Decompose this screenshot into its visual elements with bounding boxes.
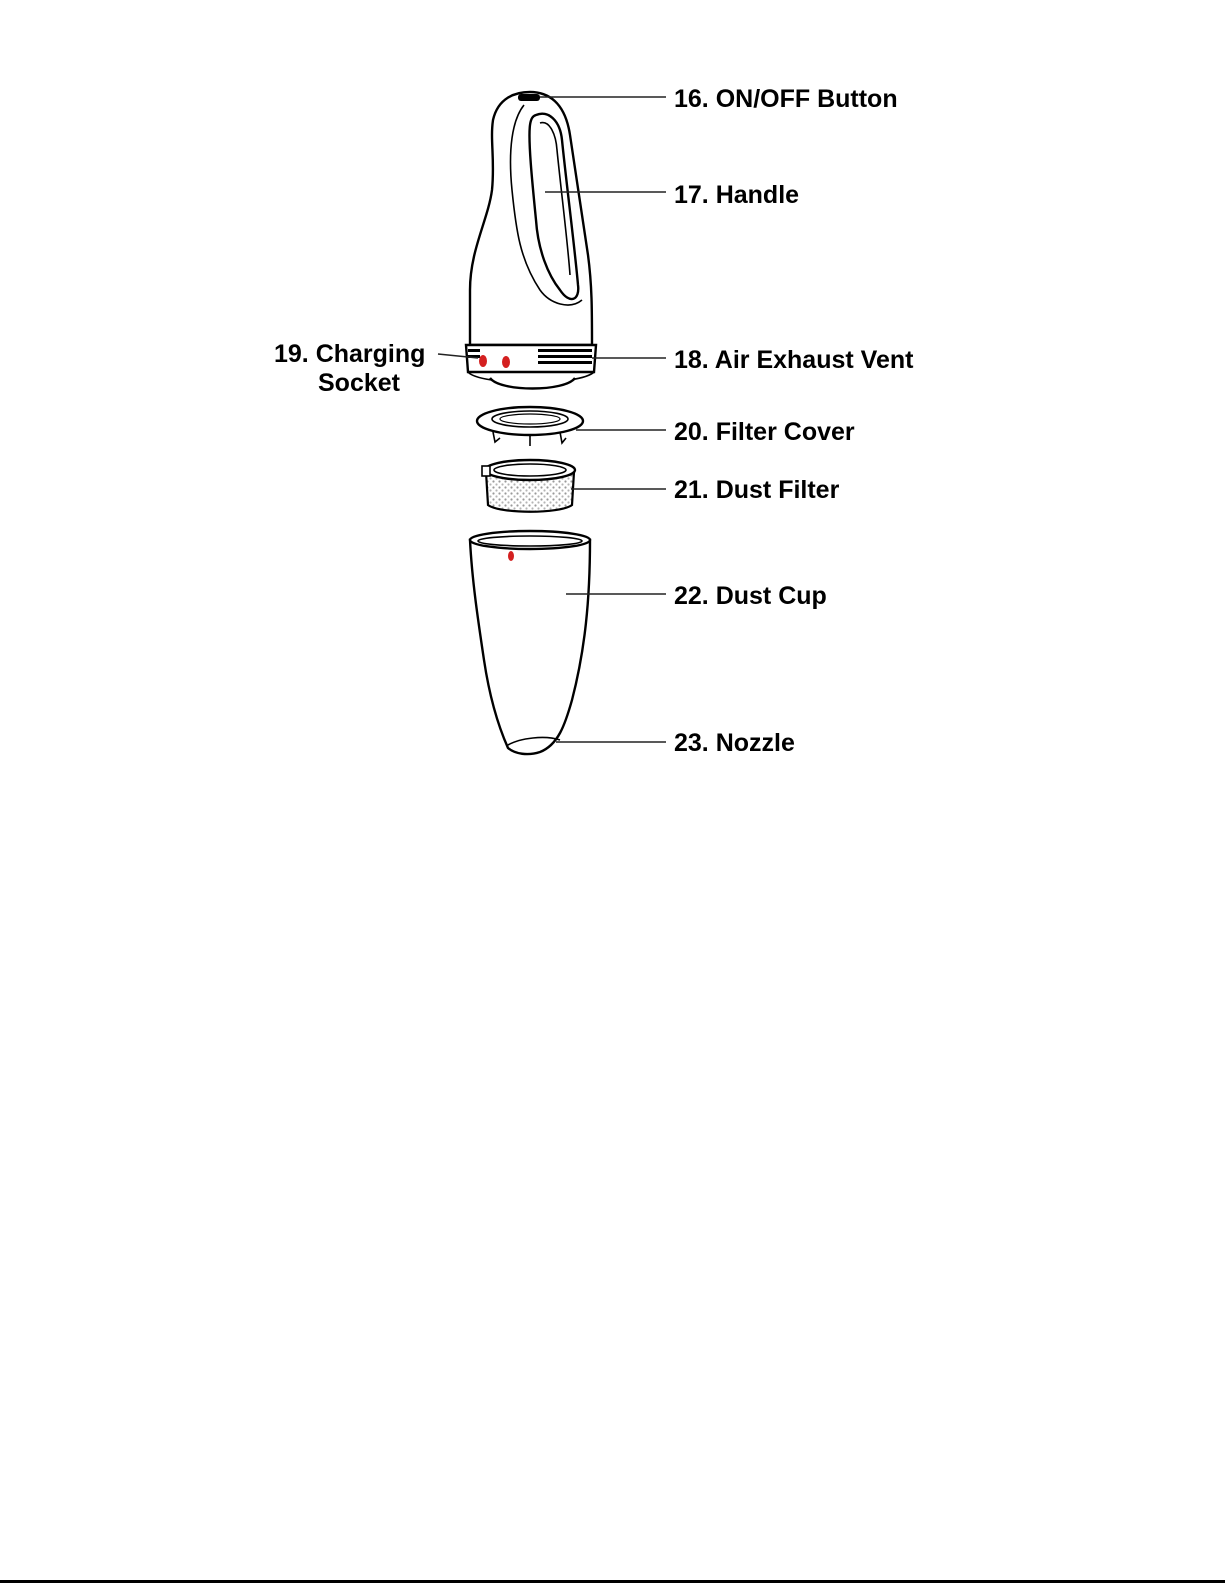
- page-bottom-rule: [0, 1580, 1225, 1583]
- vacuum-main-body: [466, 92, 596, 389]
- charging-indicator-left: [479, 355, 487, 367]
- on-off-button-shape: [518, 94, 540, 101]
- callout-dust-filter: 21. Dust Filter: [674, 476, 840, 504]
- dust-cup-indicator: [508, 551, 514, 561]
- callout-on-off-button: 16. ON/OFF Button: [674, 85, 898, 113]
- dust-filter-shape: [482, 460, 575, 512]
- callout-charging-socket-line1: 19. Charging: [274, 340, 426, 368]
- callout-nozzle: 23. Nozzle: [674, 729, 795, 757]
- air-exhaust-vent-band: [466, 345, 596, 389]
- filter-cover-shape: [477, 407, 583, 446]
- dust-cup-shape: [470, 531, 590, 754]
- callout-filter-cover: 20. Filter Cover: [674, 418, 855, 446]
- charging-indicator-right: [502, 356, 510, 368]
- callout-air-exhaust-vent: 18. Air Exhaust Vent: [674, 346, 914, 374]
- callout-charging-socket-line2: Socket: [318, 369, 400, 397]
- callout-handle: 17. Handle: [674, 181, 800, 209]
- callout-dust-cup: 22. Dust Cup: [674, 582, 827, 610]
